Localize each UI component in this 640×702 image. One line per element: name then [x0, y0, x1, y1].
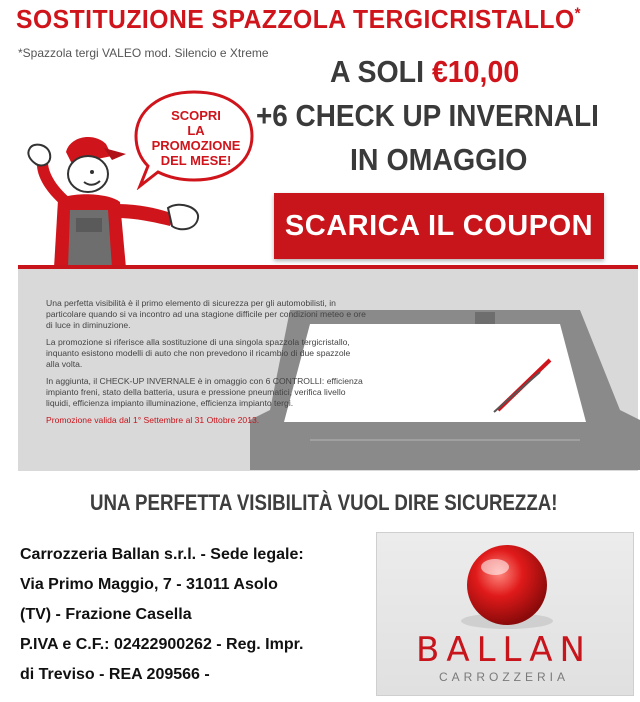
title-text: SOSTITUZIONE SPAZZOLA TERGICRISTALLO	[16, 4, 575, 34]
bubble-line-1: SCOPRI	[171, 108, 221, 123]
mascot-head	[68, 156, 108, 192]
company-info-line-4: P.IVA e C.F.: 02422900262 - Reg. Impr.	[20, 636, 304, 653]
gift-line: IN OMAGGIO	[350, 142, 528, 177]
company-info-line-2: Via Primo Maggio, 7 - 31011 Asolo	[20, 576, 278, 593]
price-line	[330, 54, 519, 90]
rear-view-mirror	[475, 312, 495, 324]
price-value: €10,00	[431, 54, 520, 89]
logo-sub-text: CARROZZERIA	[438, 670, 569, 684]
logo-sphere-icon	[377, 533, 633, 633]
mechanic-mascot-illustration	[8, 118, 208, 278]
page-title	[16, 4, 605, 35]
company-info-line-3: (TV) - Frazione Casella	[20, 606, 192, 623]
details-paragraph-3: In aggiunta, il CHECK-UP INVERNALE è in omaggio con 6 CONTROLLI: efficienza impianto freni, stato della batteria, usura e pressione pneumatici, verifica livello liquidi, efficienza impianto illuminazione, efficienza impianto tergi.	[46, 376, 363, 408]
logo-brand-text: BALLAN	[416, 630, 592, 670]
bubble-line-3: DEL MESE!	[160, 153, 232, 168]
mascot-right-hand	[168, 205, 198, 230]
company-info	[20, 540, 370, 690]
details-paragraph-2: La promozione si riferisce alla sostituzione di una singola spazzola tergicristallo, inquanto esistono modelli di auto che non prevedono il ricambio di due spazzole alla volta.	[46, 337, 351, 369]
bubble-line-2: LA PROMOZIONE	[151, 123, 241, 153]
checkup-line: +6 CHECK UP INVERNALI	[256, 98, 599, 133]
download-coupon-button[interactable]: SCARICA IL COUPON	[274, 193, 604, 259]
details-paragraph-1: Una perfetta visibilità è il primo elemento di sicurezza per gli automobilisti, in particolare quando si va incontro ad una stagione difficile per condizioni meteo e ore di luce in diminuzione.	[46, 298, 366, 330]
price-prefix: A SOLI	[330, 54, 432, 89]
title-asterisk: *	[574, 5, 582, 23]
company-info-line-1: Carrozzeria Ballan s.r.l. - Sede legale:	[20, 546, 304, 563]
mascot-left-hand	[28, 145, 50, 166]
slogan: UNA PERFETTA VISIBILITÀ VUOL DIRE SICUREZZA!	[90, 490, 558, 515]
product-note: *Spazzola tergi VALEO mod. Silencio e Xtreme	[18, 46, 269, 60]
promotion-details	[46, 298, 366, 432]
validity-period: Promozione valida dal 1° Settembre al 31 Ottobre 2013.	[46, 415, 260, 425]
company-info-line-5: di Treviso - REA 209566 -	[20, 666, 210, 683]
